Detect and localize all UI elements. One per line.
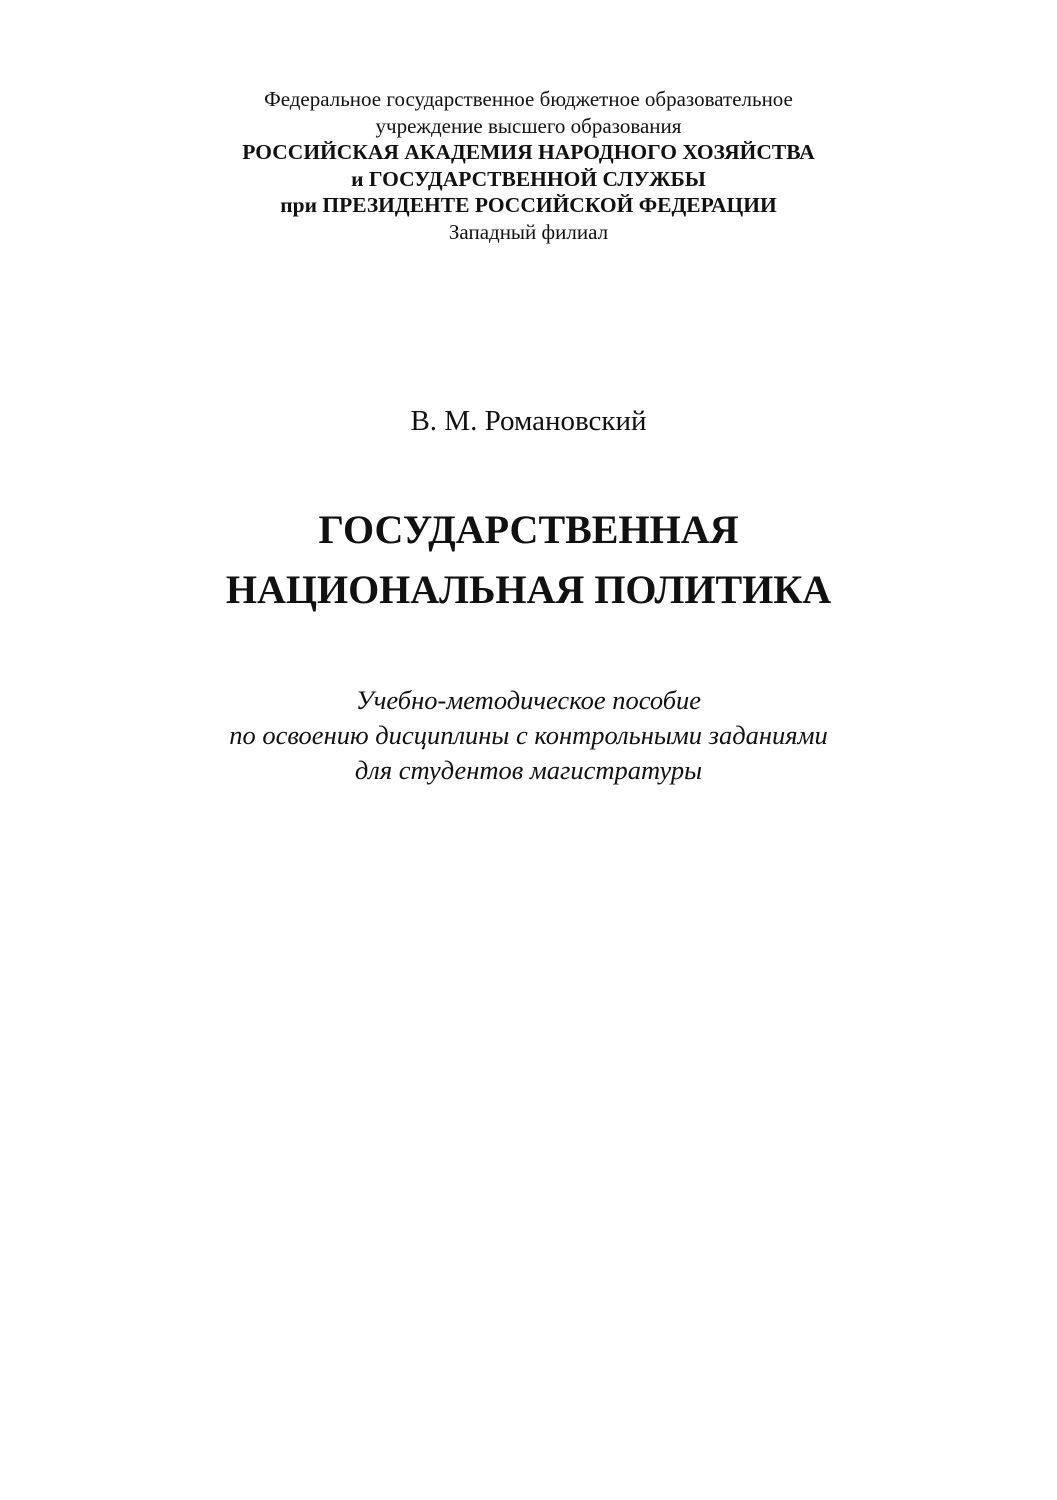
book-title-line-2: НАЦИОНАЛЬНАЯ ПОЛИТИКА [225, 567, 832, 612]
institution-line-1: Федеральное государственное бюджетное образовательное [264, 87, 793, 111]
book-title [0, 500, 1057, 620]
institution-header [0, 86, 1057, 245]
institution-name-line-1: РОССИЙСКАЯ АКАДЕМИЯ НАРОДНОГО ХОЗЯЙСТВА [242, 140, 815, 164]
branch-name: Западный филиал [448, 219, 609, 244]
book-subtitle [0, 683, 1057, 788]
book-subtitle-line-1: Учебно-методическое пособие [355, 685, 702, 715]
author-name: В. М. Романовский [410, 405, 647, 437]
institution-name-line-3: при ПРЕЗИДЕНТЕ РОССИЙСКОЙ ФЕДЕРАЦИИ [280, 193, 777, 217]
book-title-line-1: ГОСУДАРСТВЕННАЯ [318, 507, 739, 552]
book-subtitle-line-3: для студентов магистратуры [354, 755, 703, 785]
institution-name-line-2: и ГОСУДАРСТВЕННОЙ СЛУЖБЫ [351, 166, 706, 191]
book-subtitle-line-2: по освоению дисциплины с контрольными заданиями [229, 720, 828, 750]
institution-line-2: учреждение высшего образования [375, 113, 682, 138]
